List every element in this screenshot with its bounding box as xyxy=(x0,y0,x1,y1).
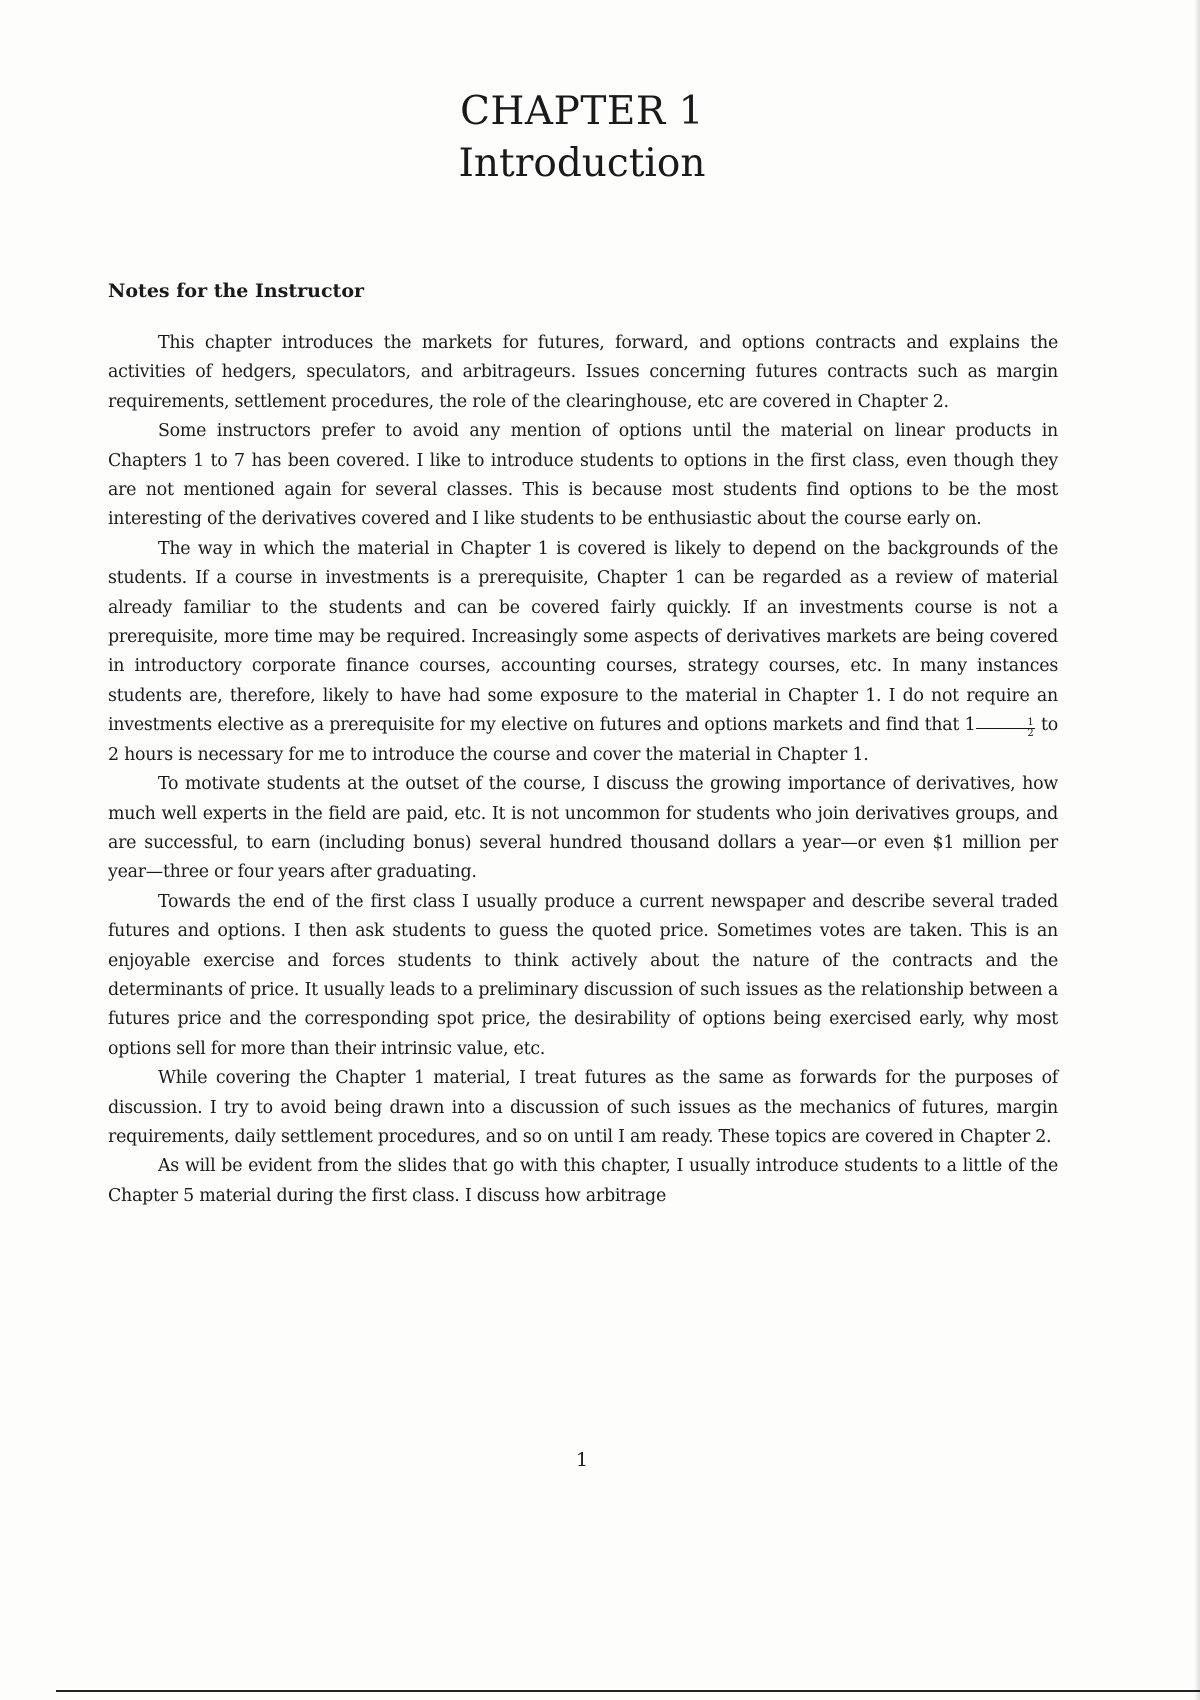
page-edge-shadow xyxy=(1194,0,1200,1700)
paragraph-3 xyxy=(108,535,1058,770)
paragraph-6: While covering the Chapter 1 material, I treat futures as the same as forwards for the purposes of discussion. I try to avoid being drawn into a discussion of such issues as the mechanics of futures, margin requirements, daily settlement procedures, and so on until I am ready. These topics are covered in Chapter 2. xyxy=(108,1068,1058,1147)
paragraph-2: Some instructors prefer to avoid any mention of options until the material on linear products in Chapters 1 to 7 has been covered. I like to introduce students to options in the first class, even though they are not mentioned again for several classes. This is because most students find options to be the most interesting of the derivatives covered and I like students to be enthusiastic about the course early on. xyxy=(108,421,1058,530)
fraction-numerator: 1 xyxy=(976,718,1034,729)
body-text xyxy=(108,329,1058,1211)
chapter-title: Introduction xyxy=(458,141,706,186)
page-number: 1 xyxy=(575,1449,589,1471)
bottom-divider xyxy=(56,1690,1200,1692)
chapter-label: CHAPTER 1 xyxy=(460,89,704,134)
fraction-denominator: 2 xyxy=(1027,727,1034,739)
paragraph-1: This chapter introduces the markets for futures, forward, and options contracts and explains the activities of hedgers, speculators, and arbitrageurs. Issues concerning futures contracts such as margin requirements, settlement procedures, the role of the clearinghouse, etc are covered in Chapter 2. xyxy=(108,333,1058,412)
paragraph-3-text-after: to 2 hours is necessary for me to introduce the course and cover the material in Chapter 1. xyxy=(108,715,1058,765)
paragraph-5: Towards the end of the first class I usually produce a current newspaper and describe several traded futures and options. I then ask students to guess the quoted price. Sometimes votes are taken. This is an enjoyable exercise and forces students to think actively about the nature of the contracts and the determinants of price. It usually leads to a preliminary discussion of such issues as the relationship between a futures price and the corresponding spot price, the desirability of options being exercised early, why most options sell for more than their intrinsic value, etc. xyxy=(108,891,1058,1059)
chapter-heading xyxy=(0,88,1164,190)
section-heading: Notes for the Instructor xyxy=(108,280,365,302)
paragraph-4: To motivate students at the outset of the course, I discuss the growing importance of derivatives, how much well experts in the field are paid, etc. It is not uncommon for students who join derivatives groups, and are successful, to earn (including bonus) several hundred thousand dollars a year—or even $1 million per year—three or four years after graduating. xyxy=(108,774,1058,883)
paragraph-3-text-before: The way in which the material in Chapter 1 is covered is likely to depend on the backgrounds of the students. If a course in investments is a prerequisite, Chapter 1 can be regarded as a review of material already familiar to the students and can be covered fairly quickly. If an investments course is not a prerequisite, more time may be required. Increasingly some aspects of derivatives markets are being covered in introductory corporate finance courses, accounting courses, strategy courses, etc. In many instances students are, therefore, likely to have had some exposure to the material in Chapter 1. I do not require an investments elective as a prerequisite for my elective on futures and options markets and find that 1 xyxy=(108,538,1058,736)
paragraph-7: As will be evident from the slides that go with this chapter, I usually introduce students to a little of the Chapter 5 material during the first class. I discuss how arbitrage xyxy=(108,1156,1058,1206)
fraction-one-half xyxy=(976,718,1034,739)
